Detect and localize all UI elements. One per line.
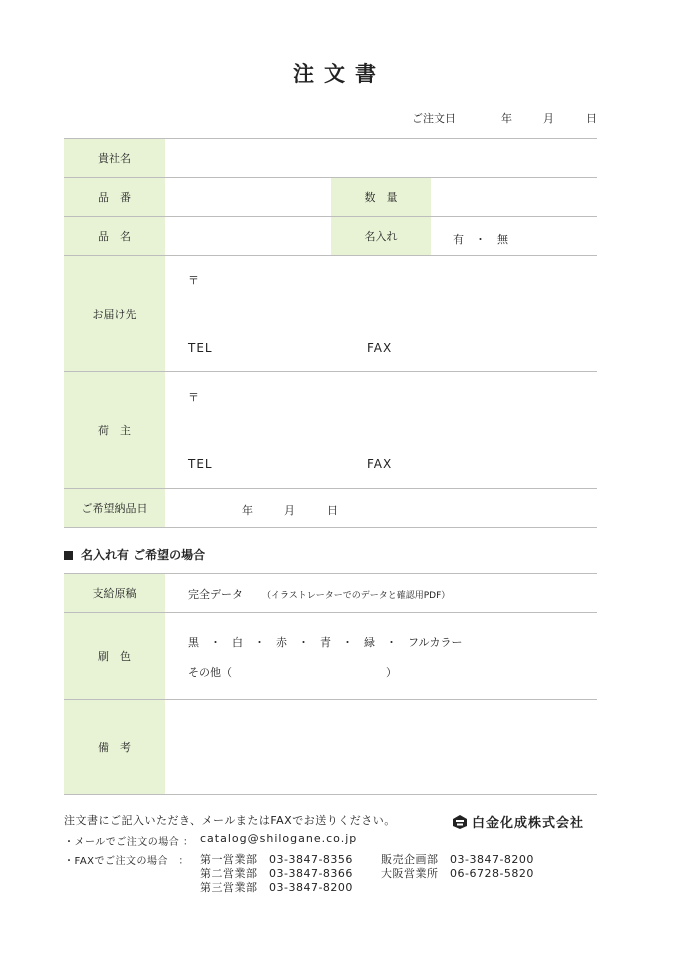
shipper-postal-mark: 〒 xyxy=(188,391,199,404)
name-print-label: 名入れ xyxy=(331,217,431,255)
delivery-tel-label: TEL xyxy=(188,341,213,355)
dept-2: 第二営業部 03-3847-8366 xyxy=(200,867,353,880)
order-date-day: 日 xyxy=(586,112,597,125)
rule xyxy=(64,612,597,613)
rule xyxy=(64,216,597,217)
desired-date-label: ご希望納品日 xyxy=(64,489,165,527)
shipper-fax-label: FAX xyxy=(367,457,393,471)
delivery-label: お届け先 xyxy=(64,256,165,371)
shipper-label: 荷 主 xyxy=(64,372,165,488)
delivery-postal-mark: 〒 xyxy=(188,274,199,287)
rule xyxy=(64,177,597,178)
manuscript-note: （イラストレーターでのデータと確認用PDF） xyxy=(262,591,451,601)
order-date-label: ご注文日 xyxy=(412,112,456,125)
company-label: 貴社名 xyxy=(64,139,165,177)
email-label: ・メールでご注文の場合 ： xyxy=(64,837,194,848)
desired-day: 日 xyxy=(327,504,338,517)
order-date-month: 月 xyxy=(543,112,554,125)
product-name-label: 品 名 xyxy=(64,217,165,255)
fax-label: ・FAXでご注文の場合 ： xyxy=(64,856,190,867)
footer-note: 注文書にご記入いただき、メールまたはFAXでお送りください。 xyxy=(64,814,396,827)
company-logo: 白金化成株式会社 xyxy=(452,812,584,831)
email-link[interactable]: catalog@shilogane.co.jp xyxy=(200,832,358,845)
rule xyxy=(64,699,597,700)
rule xyxy=(64,371,597,372)
page-title: 注文書 xyxy=(293,62,386,86)
delivery-fax-label: FAX xyxy=(367,341,393,355)
dept-1: 第一営業部 03-3847-8356 xyxy=(200,853,353,866)
product-no-label: 品 番 xyxy=(64,178,165,216)
quantity-label: 数 量 xyxy=(331,178,431,216)
shipper-tel-label: TEL xyxy=(188,457,213,471)
rule xyxy=(64,794,597,795)
color-other: その他（ ） xyxy=(188,666,397,679)
color-options: 黒 ・ 白 ・ 赤 ・ 青 ・ 緑 ・ フルカラー xyxy=(188,636,463,649)
name-print-value: 有 ・ 無 xyxy=(453,233,508,246)
rule xyxy=(64,527,597,528)
rule xyxy=(64,255,597,256)
square-bullet-icon xyxy=(64,551,73,560)
rule xyxy=(64,573,597,574)
section2-heading: 名入れ有 ご希望の場合 xyxy=(64,546,205,563)
rule xyxy=(64,488,597,489)
rule xyxy=(64,138,597,139)
manuscript-label: 支給原稿 xyxy=(64,574,165,612)
dept-4: 販売企画部 03-3847-8200 xyxy=(381,853,534,866)
manuscript-value: 完全データ xyxy=(188,588,243,601)
remarks-label: 備 考 xyxy=(64,700,165,794)
desired-year: 年 xyxy=(242,504,253,517)
color-label: 刷 色 xyxy=(64,613,165,699)
dept-3: 第三営業部 03-3847-8200 xyxy=(200,881,353,894)
dept-5: 大阪営業所 06-6728-5820 xyxy=(381,867,534,880)
company-emblem-icon xyxy=(452,814,468,830)
desired-month: 月 xyxy=(284,504,295,517)
order-date-year: 年 xyxy=(501,112,512,125)
